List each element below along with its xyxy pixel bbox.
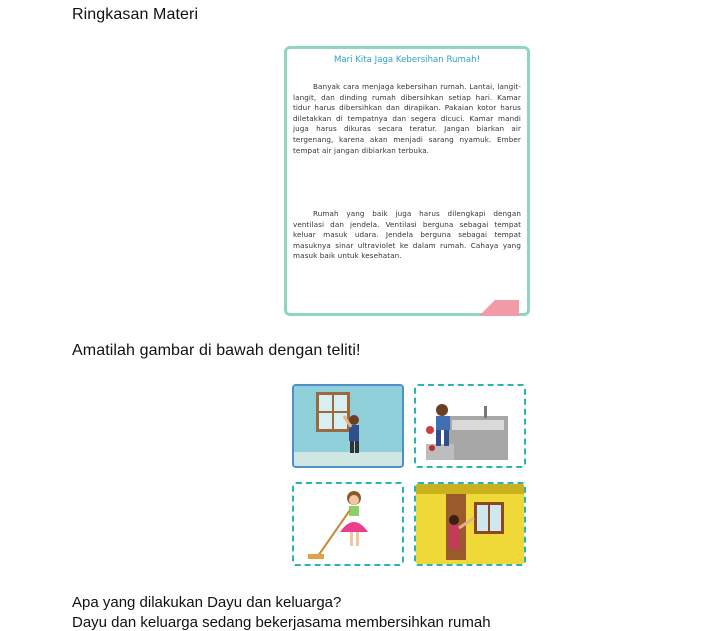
girl-mopping-floor-illustration xyxy=(292,482,404,566)
boy-cleaning-window-illustration xyxy=(292,384,404,468)
section-heading-summary: Ringkasan Materi xyxy=(72,6,199,23)
answer-text: Dayu dan keluarga sedang bekerjasama membersihkan rumah xyxy=(72,614,491,631)
card-paragraph-2: Rumah yang baik juga harus dilengkapi dengan ventilasi dan jendela. Ventilasi berguna sebagai tempat keluar masuk udara. Jendela berguna sebagai tempat masuknya sinar ultraviolet ke dalam rumah. Cahaya yang masuk baik untuk kesehatan. xyxy=(293,209,521,261)
card-title: Mari Kita Jaga Kebersihan Rumah! xyxy=(333,55,481,65)
page-fold-corner xyxy=(479,300,519,316)
section-heading-observe: Amatilah gambar di bawah dengan teliti! xyxy=(72,342,361,359)
boy-cleaning-bathtub-illustration xyxy=(414,384,526,468)
question-text: Apa yang dilakukan Dayu dan keluarga? xyxy=(72,594,342,611)
card-paragraph-1: Banyak cara menjaga kebersihan rumah. Lantai, langit-langit, dan dinding rumah dibersihkan setiap hari. Kamar tidur harus dibersihkan dan dirapikan. Pakaian kotor harus diletakkan di tempatnya dan segera dicuci. Kamar mandi juga harus dikuras secara teratur. Jangan biarkan air tergenang, karena akan menjadi sarang nyamuk. Ember tempat air jangan dibiarkan terbuka. xyxy=(293,82,521,155)
reading-card xyxy=(284,46,530,316)
woman-cleaning-window-illustration xyxy=(414,482,526,566)
